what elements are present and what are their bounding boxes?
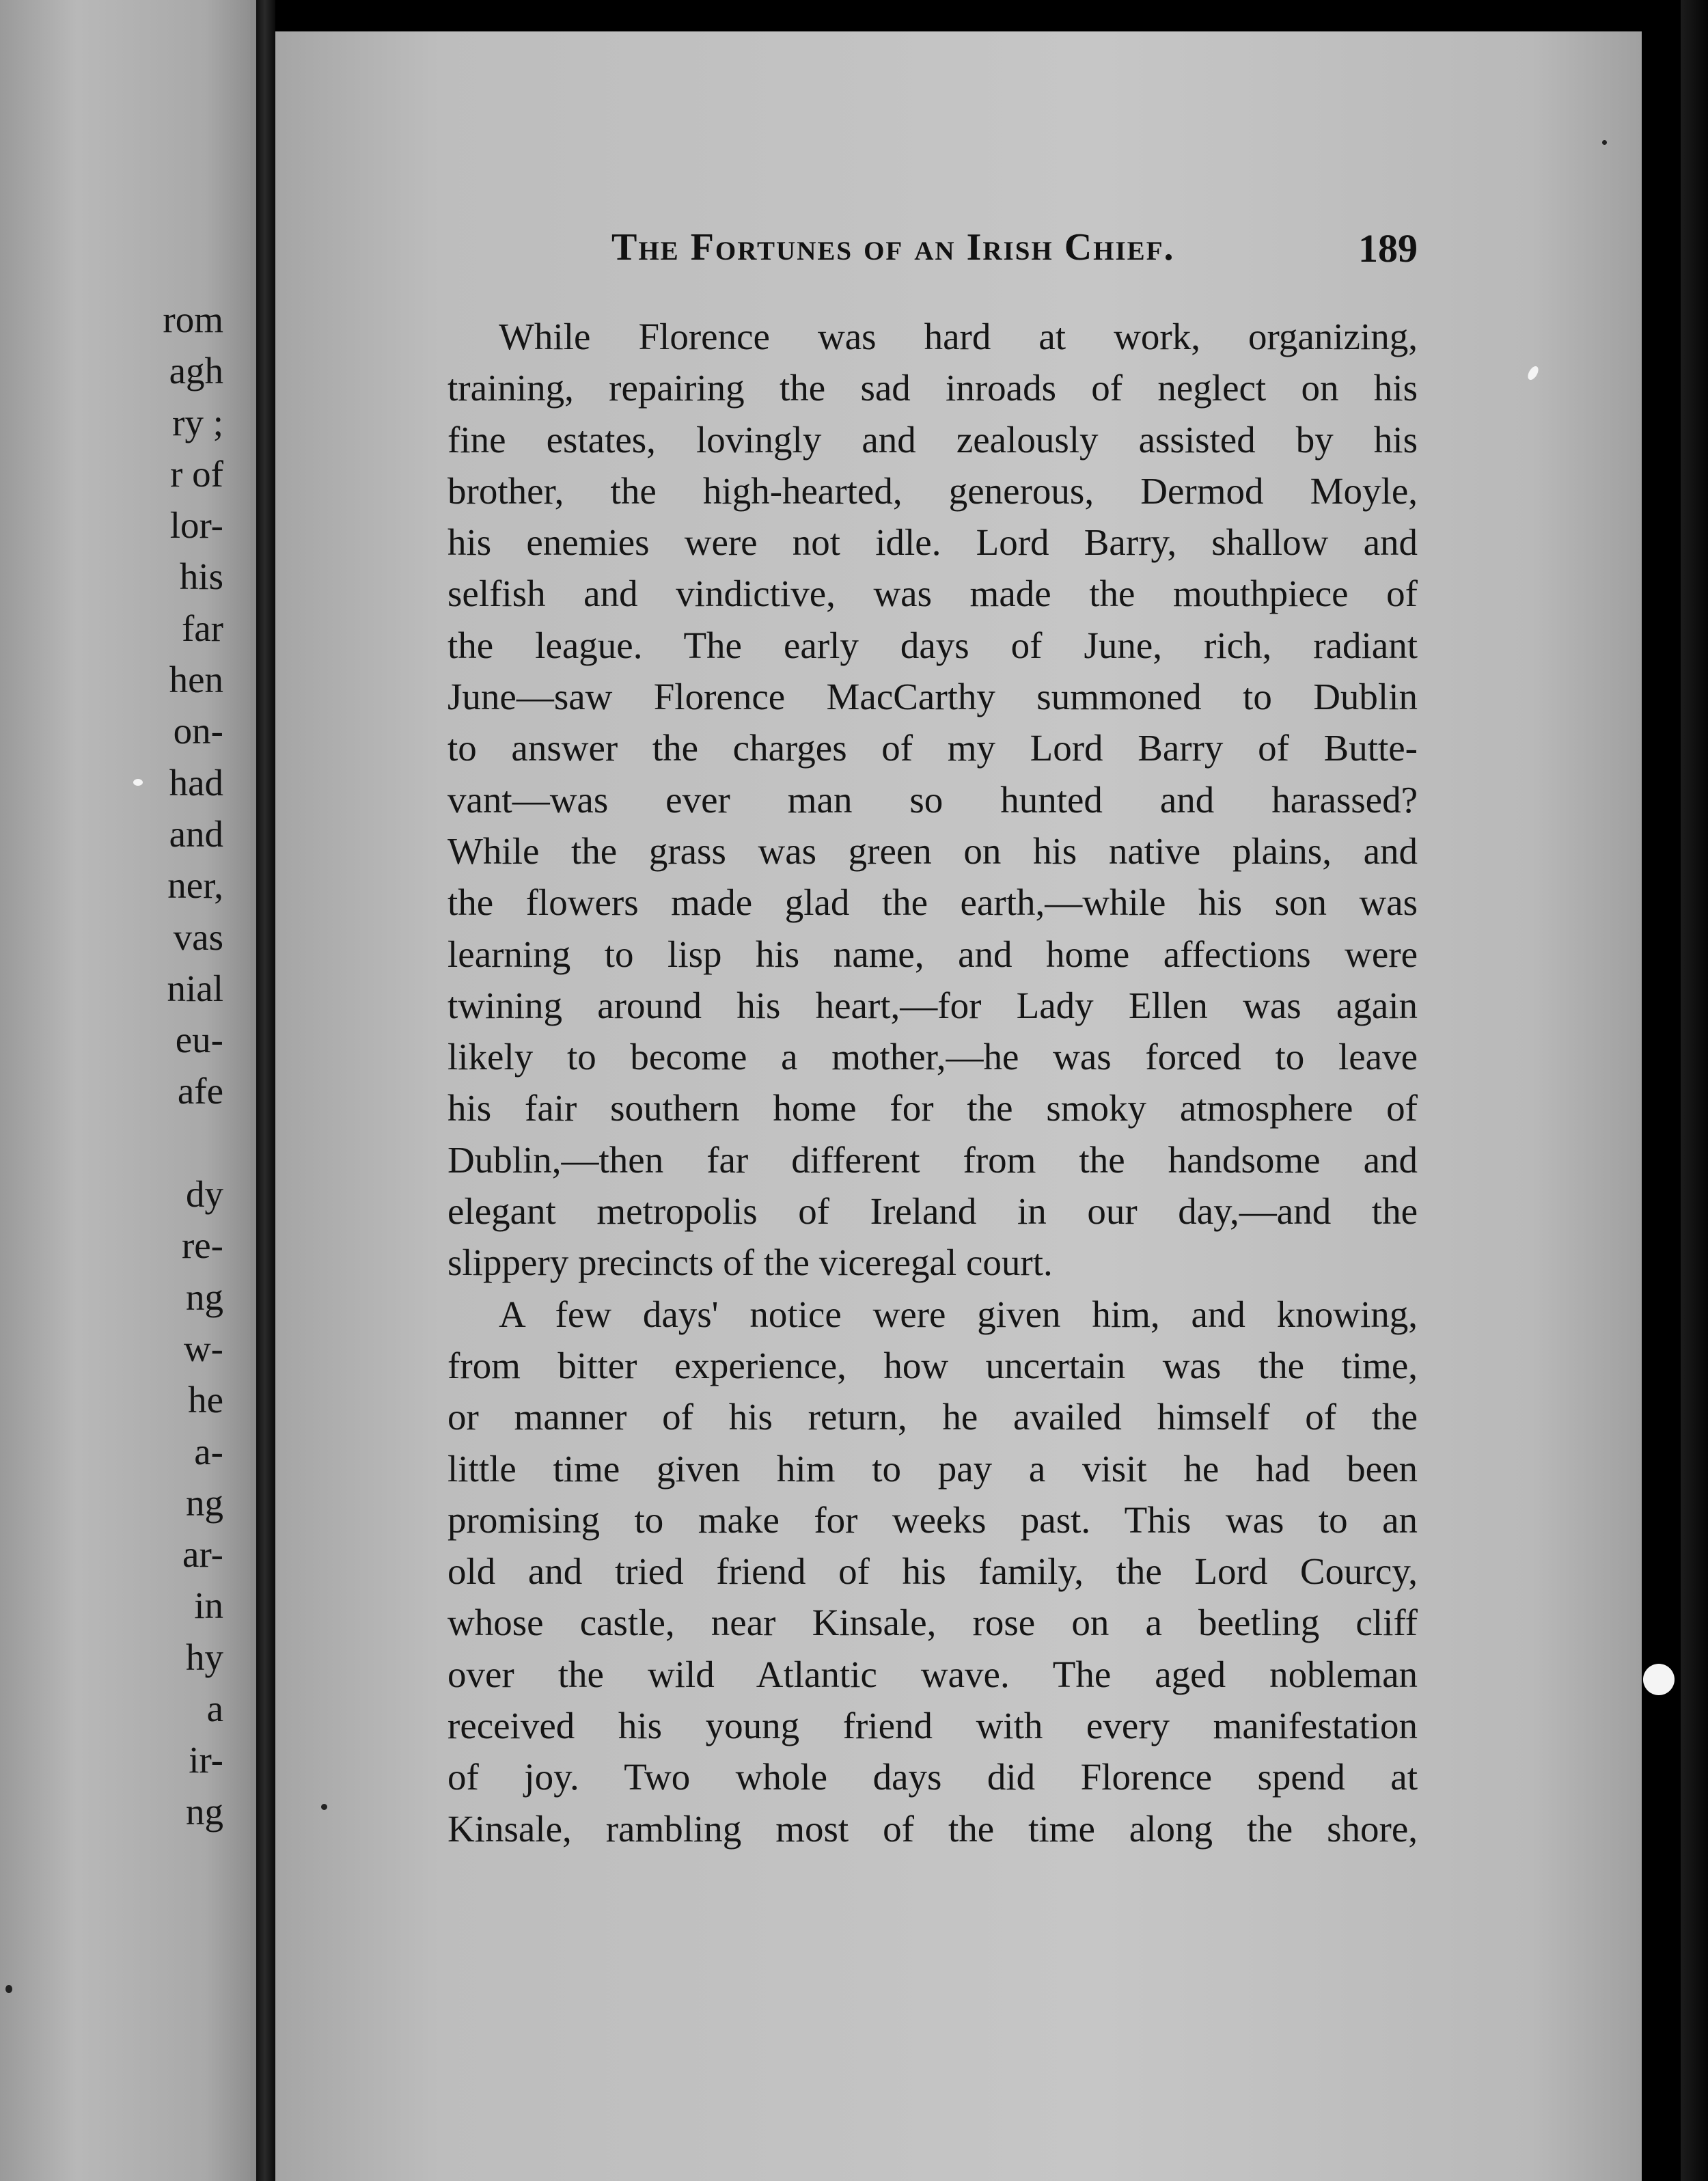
text-line: Dublin,—then far different from the handsome and xyxy=(447,1138,1418,1181)
text-line: his enemies were not idle. Lord Barry, shallow and xyxy=(447,521,1418,564)
paper-blemish xyxy=(1643,1664,1675,1695)
text-line: slippery precincts of the viceregal court. xyxy=(447,1242,1053,1284)
text-line: whose castle, near Kinsale, rose on a beetling cliff xyxy=(447,1602,1418,1644)
page-edge-shadow xyxy=(1681,0,1708,2181)
left-page-fragment: lor- xyxy=(169,504,223,547)
left-page-fragment: his xyxy=(179,555,223,598)
text-line: While the grass was green on his native plains, and xyxy=(447,829,1418,872)
running-head xyxy=(611,225,1418,280)
ink-dot xyxy=(1602,140,1607,145)
text-line: of joy. Two whole days did Florence spend at xyxy=(447,1756,1418,1798)
paper-speck xyxy=(133,779,143,786)
left-page-fragment: w- xyxy=(183,1327,223,1369)
text-line: over the wild Atlantic wave. The aged nobleman xyxy=(447,1653,1418,1695)
text-line: While Florence was hard at work, organizing, xyxy=(499,316,1418,357)
left-page-fragment: eu- xyxy=(175,1019,223,1061)
left-page-fragment: ry ; xyxy=(172,401,223,443)
left-page-fragment: afe xyxy=(177,1070,223,1112)
left-page-fragment: vas xyxy=(173,916,223,958)
text-line: to answer the charges of my Lord Barry of Butte- xyxy=(447,727,1418,769)
text-line: training, repairing the sad inroads of neglect on his xyxy=(447,367,1418,409)
left-page-fragment xyxy=(5,1117,223,1168)
left-page-text-fragments xyxy=(5,294,223,1837)
left-page-fragment: on- xyxy=(173,710,223,752)
text-line: his fair southern home for the smoky atmosphere of xyxy=(447,1087,1418,1129)
left-page-fragment: agh xyxy=(169,350,223,392)
text-line: elegant metropolis of Ireland in our day,—and the xyxy=(447,1190,1418,1233)
text-line: learning to lisp his name, and home affections were xyxy=(447,933,1418,975)
text-line: selfish and vindictive, was made the mouthpiece of xyxy=(447,573,1418,615)
text-line: June—saw Florence MacCarthy summoned to Dublin xyxy=(447,676,1418,718)
text-line: A few days' notice were given him, and knowing, xyxy=(499,1293,1418,1335)
left-page-fragment: re- xyxy=(181,1224,223,1267)
left-page-fragment: ir- xyxy=(189,1739,223,1781)
ink-dot xyxy=(5,1985,12,1993)
left-page-fragment: nial xyxy=(167,967,223,1009)
text-line: little time given him to pay a visit he had been xyxy=(447,1447,1418,1490)
text-line: from bitter experience, how uncertain was the time, xyxy=(447,1344,1418,1386)
left-page-fragment: ner, xyxy=(167,864,223,907)
left-page-fragment: had xyxy=(169,761,223,804)
book-gutter xyxy=(256,0,275,2181)
left-page-fragment: and xyxy=(169,812,223,855)
text-line: brother, the high-hearted, generous, Dermod Moyle, xyxy=(447,469,1418,512)
paragraph xyxy=(447,1289,1418,1854)
left-page-fragment: in xyxy=(194,1585,223,1627)
left-page-fragment: dy xyxy=(186,1173,223,1216)
left-page-fragment: r of xyxy=(170,452,223,495)
text-line: likely to become a mother,—he was forced to leave xyxy=(447,1036,1418,1078)
left-page-fragment: ng xyxy=(186,1481,223,1524)
text-line: fine estates, lovingly and zealously assisted by his xyxy=(447,418,1418,461)
text-line: old and tried friend of his family, the Lord Courcy, xyxy=(447,1550,1418,1593)
paragraph xyxy=(447,311,1418,1289)
left-page-fragment: he xyxy=(188,1379,223,1421)
text-line: vant—was ever man so hunted and harassed? xyxy=(447,778,1418,821)
text-line: the league. The early days of June, rich, radiant xyxy=(447,624,1418,666)
left-page-fragment: ng xyxy=(186,1790,223,1833)
text-line: the flowers made glad the earth,—while his son was xyxy=(447,881,1418,924)
left-page-fragment: rom xyxy=(163,299,223,340)
ink-dot xyxy=(321,1804,327,1810)
left-page-fragment: hen xyxy=(169,659,223,701)
text-line: or manner of his return, he availed himself of the xyxy=(447,1396,1418,1438)
text-line: received his young friend with every manifestation xyxy=(447,1705,1418,1747)
text-line: promising to make for weeks past. This was to an xyxy=(447,1498,1418,1541)
left-page-fragment: a- xyxy=(194,1430,223,1472)
body-text xyxy=(447,311,1418,1854)
left-page-fragment: far xyxy=(181,607,223,649)
left-page-fragment: ng xyxy=(186,1276,223,1318)
running-title: The Fortunes of an Irish Chief. xyxy=(611,226,1175,269)
left-facing-page xyxy=(0,0,256,2181)
text-line: twining around his heart,—for Lady Ellen was again xyxy=(447,984,1418,1026)
left-page-fragment: hy xyxy=(186,1636,223,1678)
left-page-fragment: ar- xyxy=(182,1533,223,1576)
text-line: Kinsale, rambling most of the time along the shore, xyxy=(447,1807,1418,1850)
left-page-fragment: a xyxy=(206,1688,223,1730)
page-number: 189 xyxy=(1358,226,1418,271)
